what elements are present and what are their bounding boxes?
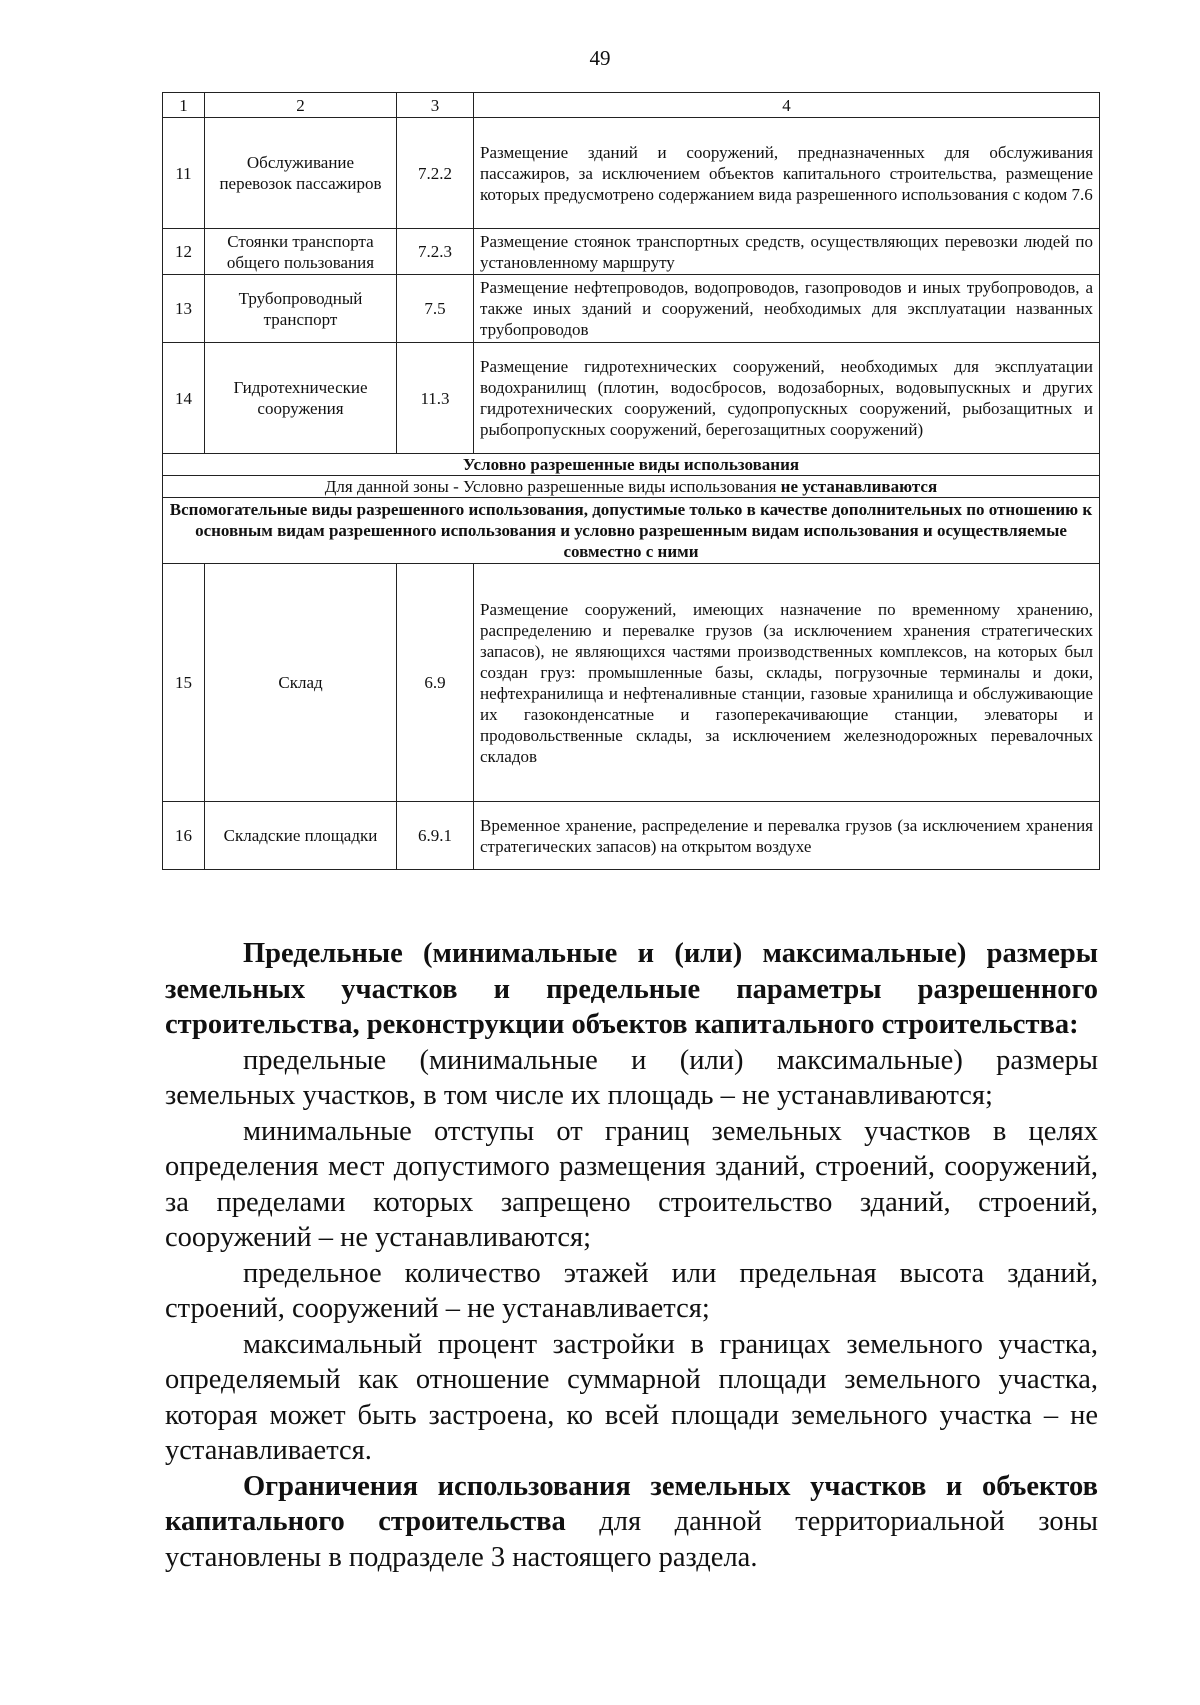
conditional-note-text: Для данной зоны - Условно разрешенные виды использования: [324, 477, 781, 496]
row-number: 15: [163, 564, 205, 802]
use-type-description: Размещение стоянок транспортных средств, осуществляющих перевозки людей по установленному маршруту: [474, 229, 1100, 275]
column-header: 3: [397, 93, 474, 118]
column-header: 1: [163, 93, 205, 118]
restrictions-bold-text: Ограничения использования земельных участков и объектов капитального строительства: [165, 1470, 1098, 1537]
table-row: [163, 564, 1100, 802]
table-row: [163, 275, 1100, 343]
column-header: 4: [474, 93, 1100, 118]
section-row: [163, 476, 1100, 498]
use-type-code: 6.9: [397, 564, 474, 802]
auxiliary-uses-heading: Вспомогательные виды разрешенного использования, допустимые только в качестве дополнительных по отношению к основным видам разрешенного использования и условно разрешенным видам использования и осуществляемые совместно с ними: [163, 498, 1100, 564]
use-type-code: 7.5: [397, 275, 474, 343]
restrictions-paragraph: [165, 1469, 1098, 1576]
table-row: [163, 118, 1100, 229]
land-use-table: [162, 92, 1100, 870]
use-type-code: 7.2.3: [397, 229, 474, 275]
paragraph: предельные (минимальные и (или) максимальные) размеры земельных участков, в том числе их площадь – не устанавливаются;: [165, 1044, 1098, 1111]
paragraph: максимальный процент застройки в границах земельного участка, определяемый как отношение суммарной площади земельного участка, которая может быть застроена, ко всей площади земельного участка – не устанавливается.: [165, 1328, 1098, 1466]
conditional-note-bold: не устанавливаются: [780, 477, 938, 496]
row-number: 16: [163, 802, 205, 870]
use-type-description: Временное хранение, распределение и перевалка грузов (за исключением хранения стратегических запасов) на открытом воздухе: [474, 802, 1100, 870]
use-type-code: 11.3: [397, 343, 474, 454]
use-type-code: 7.2.2: [397, 118, 474, 229]
section-row: [163, 454, 1100, 476]
limits-heading: Предельные (минимальные и (или) максимальные) размеры земельных участков и предельные параметры разрешенного строительства, реконструкции объектов капитального строительства:: [165, 938, 1098, 1040]
section-row: [163, 498, 1100, 564]
use-type-name: Склад: [205, 564, 397, 802]
use-type-code: 6.9.1: [397, 802, 474, 870]
restrictions-text: для данной территориальной зоны установлены в подразделе 3 настоящего раздела.: [165, 1506, 1098, 1573]
paragraph: предельное количество этажей или предельная высота зданий, строений, сооружений – не устанавливается;: [165, 1257, 1098, 1324]
row-number: 12: [163, 229, 205, 275]
table-row: [163, 802, 1100, 870]
use-type-name: Гидротехнические сооружения: [205, 343, 397, 454]
use-type-description: Размещение зданий и сооружений, предназначенных для обслуживания пассажиров, за исключением объектов капитального строительства, размещение которых предусмотрено содержанием вида разрешенного использования с кодом 7.6: [474, 118, 1100, 229]
use-type-description: Размещение нефтепроводов, водопроводов, газопроводов и иных трубопроводов, а также иных зданий и сооружений, необходимых для эксплуатации названных трубопроводов: [474, 275, 1100, 343]
table-row: [163, 343, 1100, 454]
use-type-name: Складские площадки: [205, 802, 397, 870]
row-number: 14: [163, 343, 205, 454]
table-body: [163, 93, 1100, 870]
use-type-description: Размещение сооружений, имеющих назначение по временному хранению, распределению и перевалке грузов (за исключением хранения стратегических запасов), не являющихся частями производственных комплексов, на которых был создан груз: промышленные базы, склады, погрузочные терминалы и доки, нефтехранилища и нефтеналивные станции, газовые хранилища и обслуживающие их газоконденсатные и газоперекачивающие станции, элеваторы и продовольственные склады, за исключением железнодорожных перевалочных складов: [474, 564, 1100, 802]
conditional-uses-heading: Условно разрешенные виды использования: [163, 454, 1100, 476]
use-type-name: Обслуживание перевозок пассажиров: [205, 118, 397, 229]
use-type-name: Стоянки транспорта общего пользования: [205, 229, 397, 275]
use-type-description: Размещение гидротехнических сооружений, необходимых для эксплуатации водохранилищ (плотин, водосбросов, водозаборных, водовыпускных и других гидротехнических сооружений, судопропускных сооружений, рыбозащитных и рыбопропускных сооружений, берегозащитных сооружений): [474, 343, 1100, 454]
conditional-uses-note: [163, 476, 1100, 498]
body-text: [165, 936, 1098, 1575]
page-number: 49: [589, 46, 611, 70]
row-number: 11: [163, 118, 205, 229]
use-type-name: Трубопроводный транспорт: [205, 275, 397, 343]
paragraph: минимальные отступы от границ земельных участков в целях определения мест допустимого размещения зданий, строений, сооружений, за пределами которых запрещено строительство зданий, строений, сооружений – не устанавливаются;: [165, 1115, 1098, 1253]
table-header-row: [163, 93, 1100, 118]
table-row: [163, 229, 1100, 275]
column-header: 2: [205, 93, 397, 118]
row-number: 13: [163, 275, 205, 343]
